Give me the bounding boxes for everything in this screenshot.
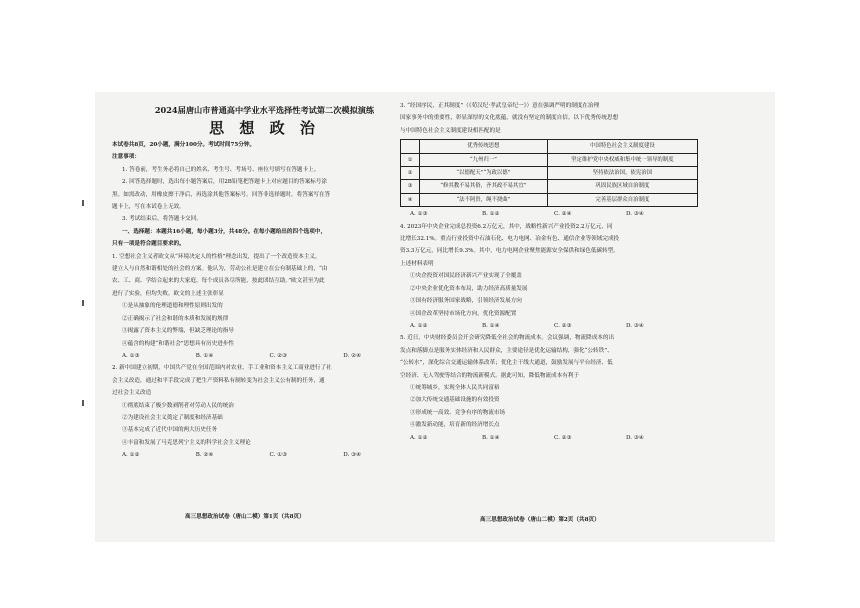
notes-header: 注意事项：	[112, 154, 140, 161]
q3-stem: 与中国特色社会主义制度建设相匹配的是	[400, 127, 501, 134]
q3-stem: 国家事务中的重要性，彰显深厚的文化底蕴，就没有坚定的制度自信。以下优秀传统思想	[400, 115, 619, 122]
note-line: 2. 回答选择题时，选出每小题答案后，用2B铅笔把答题卡上对应题目的答案标号涂	[122, 179, 327, 186]
q5-stem: “公转水”，深化综合交通运输体系改革；优化主干线大通道，鼓励发展与平台经济、低	[400, 360, 613, 367]
table-row	[401, 180, 698, 193]
table-row	[401, 193, 698, 206]
note-line: 题卡上，写在本试卷上无效。	[112, 204, 185, 211]
q5-answer-b: B. ①④	[482, 434, 500, 441]
q3-answer-d: D. ③④	[626, 211, 644, 218]
q1-stem: 1. 空想社会主义者欧文从“环境决定人的性格”理念出发，提出了一个改造资本主义，	[112, 253, 321, 260]
subject-title: 思 想 政 治	[209, 119, 320, 137]
table-row	[401, 167, 698, 180]
page-1-footer: 高三思想政治试卷（唐山二模）第1页（共8页）	[185, 514, 305, 520]
q4-stem: 上述材料表明	[400, 260, 434, 267]
q4-option: ②中央企业优化资本布局，助力经济高质量发展	[410, 285, 528, 292]
q5-stem: 空经济、无人驾驶等结合的物流新模式。据此可知，降低物流成本有利于	[400, 372, 580, 379]
q2-answer-d: D. ③④	[343, 452, 362, 459]
q4-stem: 4. 2023年中央企业完成总投资6.2万亿元，其中，战略性新兴产业投资2.2万亿元，同	[400, 223, 613, 230]
table-cell: 完善基层群众自治制度	[547, 193, 697, 206]
q1-stem: 建立人与自然和谐相处的社会的方案。他认为，劳动公社是建立在公有制基础上的，“由	[112, 266, 328, 273]
exam-info: 本试卷共8页，20小题，满分100分。考试时间75分钟。	[112, 142, 256, 148]
q3-table	[400, 139, 698, 207]
note-line: 3. 考试结束后，将答题卡交回。	[122, 216, 202, 223]
table-cell: 巩固民族区域自治制度	[547, 180, 697, 193]
q4-answers	[400, 320, 698, 332]
q5-option: ②加大传统交通基础设施的有效投资	[410, 397, 500, 404]
table-header-cell	[401, 140, 420, 153]
q4-option: ③国有经济服务国家战略，引领经济发展方向	[410, 298, 522, 305]
table-cell: 坚定维护党中央权威和集中统一领导的制度	[547, 153, 697, 166]
note-line: 黑。如需改动，用橡皮擦干净后，再选涂其他答案标号。回答非选择题时，将答案写在答	[112, 191, 331, 198]
table-cell: ①	[401, 153, 420, 166]
q2-answers	[112, 449, 417, 461]
table-row	[401, 153, 698, 166]
exam-title: 2024届唐山市普通高中学业水平选择性考试第二次模拟演练	[154, 105, 375, 115]
q4-answer-a: A. ①②	[410, 322, 428, 329]
q4-option: ①央企投资对国民经济新兴产业实现了全覆盖	[410, 273, 522, 280]
note-line: 1. 答卷前，考生务必将自己的姓名、考生号、考场号、座位号填写在答题卡上。	[122, 166, 320, 173]
q2-option: ③基本完成了近代中国的两大历史任务	[122, 427, 218, 434]
table-header-cell: 中国特色社会主义制度建设	[547, 140, 697, 153]
q2-option: ①彻底结束了极少数剥削者对劳动人民的统治	[122, 402, 234, 409]
table-cell: 坚持依法治国，依宪治国	[547, 167, 697, 180]
table-header-row	[401, 140, 698, 153]
q2-stem: 2. 新中国建立初期，中国共产党在全国范围内对农业、手工业和资本主义工商业进行了社	[112, 365, 332, 372]
q2-answer-a: A. ①②	[122, 452, 140, 459]
q2-stem: 过社会主义改造	[112, 390, 152, 397]
q3-answer-c: C. ②④	[554, 211, 572, 218]
q4-answer-c: C. ②③	[554, 322, 572, 329]
q5-answers	[400, 432, 698, 444]
q1-option: ③揭露了资本主义的弊端，但缺乏理论的指导	[122, 328, 234, 335]
q4-option: ④国企改革坚持市场化方向，优化资源配置	[410, 310, 517, 317]
table-cell: “法不阿贵，绳不挠曲”	[420, 193, 548, 206]
q1-answer-b: B. ①④	[195, 352, 214, 359]
table-cell: “修其教不易其俗，齐其政不易其宜”	[420, 180, 548, 193]
q4-stem: 资3.3万亿元，同比增长9.3%。其中，电力电网企业聚焦能源安全保供和绿色低碳转型。	[400, 248, 619, 255]
exam-page-1	[112, 98, 417, 462]
q1-answer-d: D. ②④	[343, 352, 362, 359]
table-header-cell: 优秀传统思想	[420, 140, 548, 153]
section-header: 一、选择题：本题共16小题，每小题3分，共48分。在每小题给出的四个选项中，	[122, 228, 327, 235]
q1-stem: 进行了实验，但均失败。欧文的上述主张彰显	[112, 290, 224, 297]
q2-option: ④丰富和发展了马克思列宁主义的科学社会主义理论	[122, 439, 251, 446]
q5-option: ③形成统一高效、竞争有序的物流市场	[410, 409, 506, 416]
q5-stem: 5. 近日，中央财经委员会开会研究降低全社会的物流成本。会议强调，物流降成本的出	[400, 335, 615, 342]
q2-answer-c: C. ①③	[269, 452, 288, 459]
q5-answer-d: D. ③④	[626, 434, 644, 441]
section-header-cont: 只有一项是符合题目要求的。	[112, 241, 185, 248]
table-cell: “以德配天”“为政以德”	[420, 167, 548, 180]
q3-answer-b: B. ①②	[482, 211, 500, 218]
q5-option: ④激发新动能，培育新的经济增长点	[410, 422, 500, 429]
q1-answers	[112, 350, 417, 362]
q5-answer-c: C. ②③	[554, 434, 572, 441]
q1-answer-a: A. ①③	[122, 352, 140, 359]
q1-stem: 农、工、商、学结合起来的大家庭。每个成员各尽所能，按此团结互助。”欧文甚至为此	[112, 278, 325, 285]
q1-option: ①是从抽象的伦理道德和理性原则出发的	[122, 303, 223, 310]
page-2-footer: 高三思想政治试卷（唐山二模）第2页（共8页）	[480, 517, 600, 523]
table-cell: “九州归一”	[420, 153, 548, 166]
table-cell: ③	[401, 180, 420, 193]
q1-option: ④蕴含的构建“和谐社会”思想具有历史进步性	[122, 340, 235, 347]
q5-option: ①统筹城乡，实现全体人民共同富裕	[410, 384, 500, 391]
q4-stem: 比增长32.1%。重点行业投资中石油石化、电力电网、冶金有色、通信企业等领域完成投	[400, 236, 620, 243]
q5-answer-a: A. ①②	[410, 434, 428, 441]
q2-stem: 会主义改造，通过和平手段完成了把生产资料私有制转变为社会主义公有制的任务，通	[112, 377, 325, 384]
q4-answer-d: D. ③④	[626, 322, 644, 329]
q4-answer-b: B. ①④	[482, 322, 500, 329]
table-cell: ④	[401, 193, 420, 206]
q1-option: ②正确揭示了社会和谐的本质和发展的规律	[122, 315, 229, 322]
q2-answer-b: B. ②④	[195, 452, 214, 459]
exam-page-2	[400, 100, 698, 444]
q1-answer-c: C. ②③	[269, 352, 288, 359]
q5-stem: 发点和落脚点是服务实体经济和人民群众，主要途径是优化运输结构，强化“公转铁”、	[400, 347, 613, 354]
q3-answer-a: A. ①③	[410, 211, 428, 218]
table-cell: ②	[401, 167, 420, 180]
q2-option: ②为建设社会主义奠定了制度和经济基础	[122, 414, 223, 421]
q3-answers	[400, 208, 698, 220]
q3-stem: 3. “经国序民，正其制度”（《荀汉纪·孝武皇帝纪一》）意在强调严明的制度在治理	[400, 103, 600, 109]
